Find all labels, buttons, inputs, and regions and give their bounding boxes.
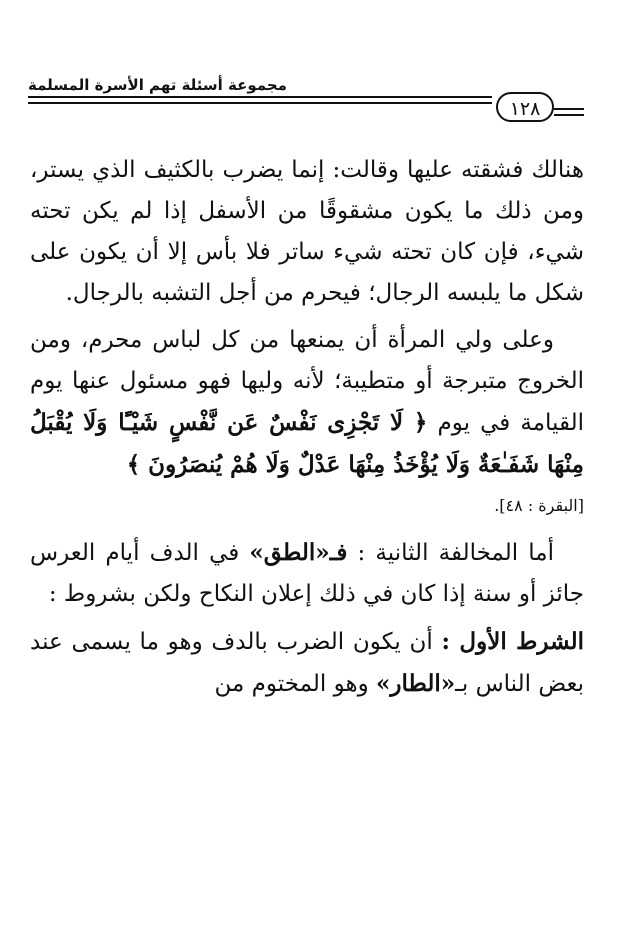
paragraph-4-text: أن يكون الضرب بالدف وهو ما يسمى عند بعض الناس بـ (30, 629, 584, 697)
paragraph-3 (30, 532, 584, 615)
page-number: ١٢٨ (496, 92, 554, 122)
page-body (30, 150, 584, 711)
paragraph-1: هنالك فشقته عليها وقالت: إنما يضرب بالكثيف الذي يستر، ومن ذلك ما يكون مشقوقًا من الأسفل إذا لم يكن تحته شيء، فإن كان تحته شيء ساتر فلا بأس إلا أن يكون على شكل ما يلبسه الرجال؛ فيحرم من أجل التشبه بالرجال. (30, 157, 584, 306)
paragraph-4 (30, 621, 584, 705)
condition-1-heading: الشرط الأول : (441, 628, 585, 655)
paragraph-3-lead: أما المخالفة الثانية : (357, 540, 555, 566)
quran-verse: ﴿ لَا تَجْزِى نَفْسٌ عَن نَّفْسٍ شَيْـًٔا وَلَا يُقْبَلُ مِنْهَا شَفَـٰعَةٌ وَلَا يُؤْخَذُ مِنْهَا عَدْلٌ وَلَا هُمْ يُنصَرُونَ ﴾ (30, 409, 584, 478)
paragraph-4-term: «الطار» (376, 670, 456, 697)
paragraph-2 (30, 320, 584, 486)
paragraph-3-rest: في الدف أيام العرس جائز أو سنة إذا كان في ذلك إعلان النكاح ولكن بشروط : (30, 540, 584, 607)
header-rule-left (28, 96, 492, 104)
paragraph-2-text: وعلى ولي المرأة أن يمنعها من كل لباس محرم، ومن الخروج متبرجة أو متطيبة؛ لأنه وليها فهو مسئول عنها يوم القيامة في يوم (30, 327, 584, 436)
paragraph-4-rest: وهو المختوم من (214, 671, 369, 697)
header-rule-right (554, 108, 584, 116)
book-title: مجموعة أسئلة تهم الأسرة المسلمة (28, 76, 287, 94)
paragraph-3-term: فـ«الطق» (249, 539, 348, 566)
verse-reference: [البقرة : ٤٨]. (494, 496, 584, 515)
page-header (28, 70, 584, 130)
